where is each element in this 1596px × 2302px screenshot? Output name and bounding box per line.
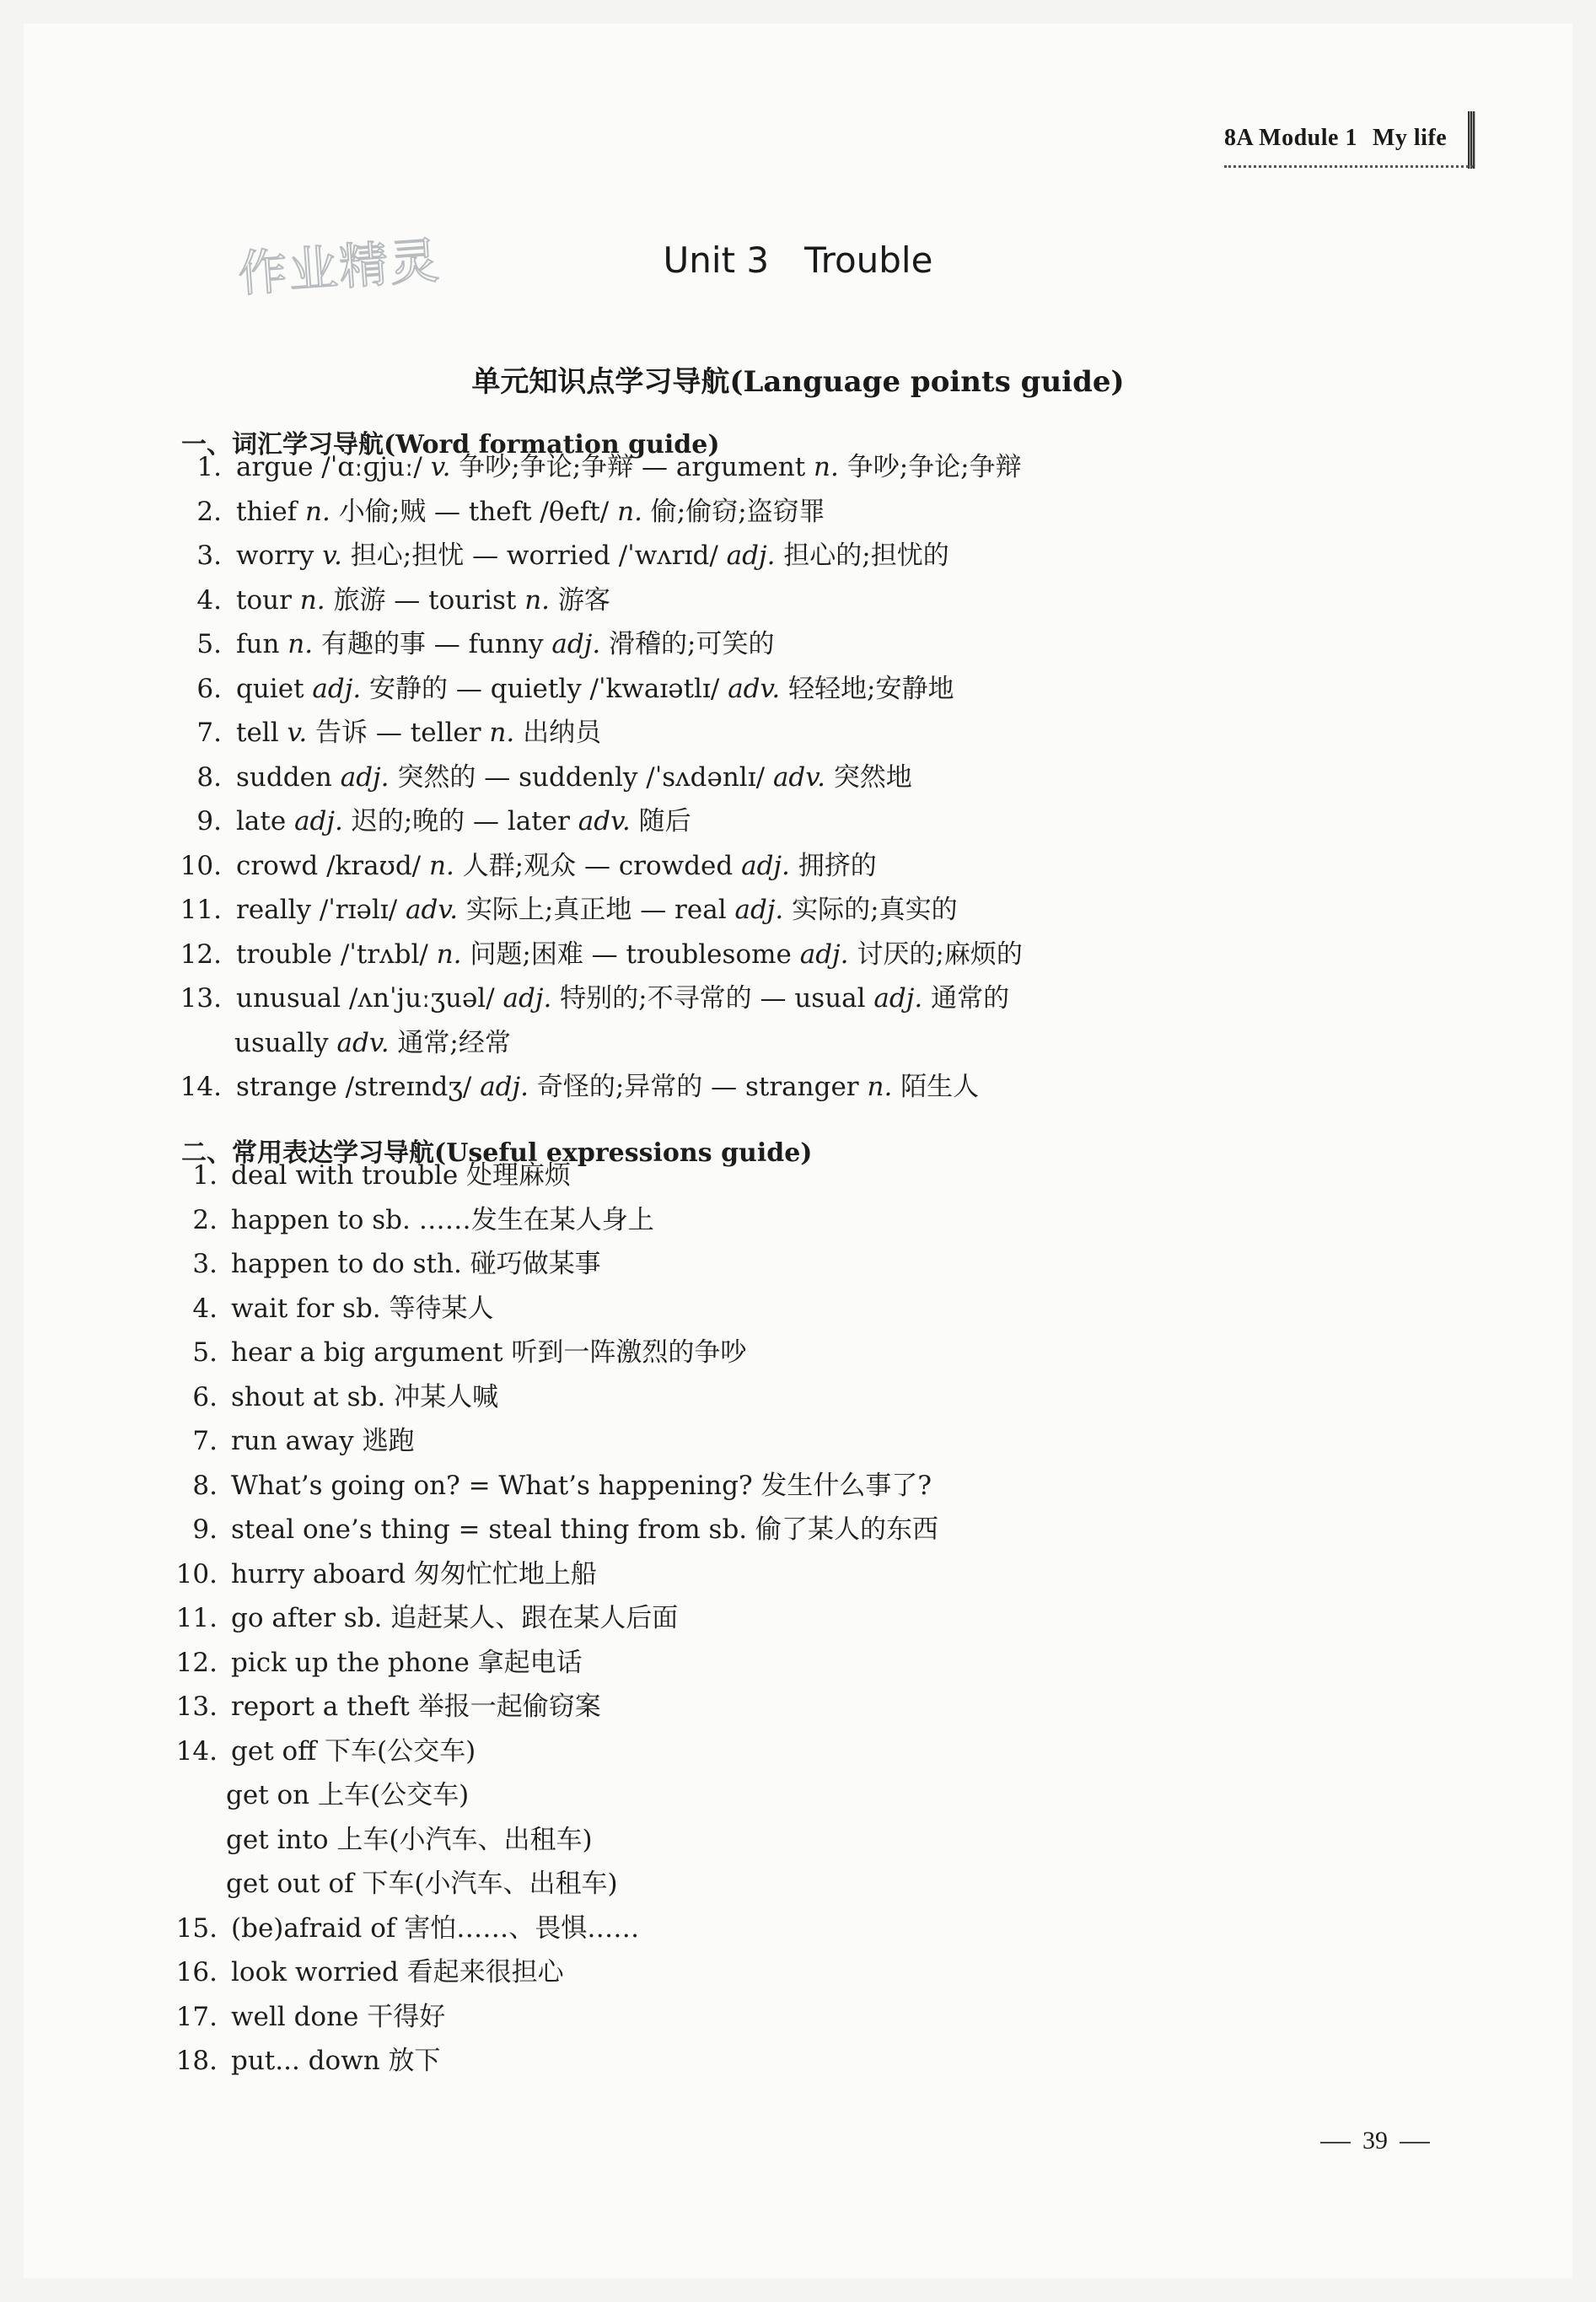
item-text: get into 上车(小汽车、出租车) [226, 1824, 593, 1855]
item-number: 18. [175, 2046, 218, 2076]
header-module: My life [1372, 125, 1448, 151]
item-number: 6. [196, 673, 222, 704]
item-number: 13. [180, 983, 222, 1014]
item-text: unusual /ʌnˈjuːʒuəl/ adj. 特别的;不寻常的 — usual adj. 通常的 [236, 983, 1010, 1014]
item-number: 6. [192, 1381, 218, 1412]
item-text: hear a big argument 听到一阵激烈的争吵 [231, 1337, 747, 1368]
item-text: tour n. 旅游 — tourist n. 游客 [236, 584, 610, 616]
item-text: shout at sb. 冲某人喊 [231, 1381, 499, 1412]
item-text: steal one’s thing = steal thing from sb. 偷了某人的东西 [231, 1514, 939, 1545]
item-number: 5. [192, 1337, 218, 1368]
item-text: wait for sb. 等待某人 [231, 1293, 494, 1324]
item-text: worry v. 担心;担忧 — worried /ˈwʌrɪd/ adj. 担心的;担忧的 [236, 541, 949, 571]
item-number: 10. [175, 1558, 218, 1589]
item-text: quiet adj. 安静的 — quietly /ˈkwaɪətlɪ/ adv. 轻轻地;安静地 [236, 673, 954, 704]
item-text: What’s going on? = What’s happening? 发生什么事了? [231, 1470, 932, 1501]
item-text: happen to do sth. 碰巧做某事 [231, 1249, 601, 1279]
item-number: 4. [192, 1293, 218, 1324]
item-text: get out of 下车(小汽车、出租车) [226, 1869, 618, 1899]
item-text: get on 上车(公交车) [226, 1780, 470, 1810]
item-number: 13. [175, 1692, 218, 1722]
page-number-value: 39 [1362, 2127, 1388, 2154]
item-number: 2. [196, 496, 222, 527]
header-rule [1224, 165, 1473, 168]
item-text: tell v. 告诉 — teller n. 出纳员 [236, 718, 602, 748]
item-text: strange /streɪndʒ/ adj. 奇怪的;异常的 — stranger n. 陌生人 [236, 1072, 980, 1102]
item-text: hurry aboard 匆匆忙忙地上船 [231, 1558, 597, 1589]
item-number: 11. [180, 895, 222, 925]
item-number: 1. [196, 452, 222, 482]
item-number: 10. [180, 850, 222, 881]
running-header [1224, 125, 1447, 152]
item-number: 9. [192, 1514, 218, 1545]
item-text: really /ˈrɪəlɪ/ adv. 实际上;真正地 — real adj. 实际的;真实的 [236, 895, 958, 925]
unit-title [0, 239, 1596, 281]
page-number [1309, 2127, 1442, 2155]
watermark: 作业精灵 [236, 231, 443, 304]
item-number: 2. [192, 1204, 218, 1235]
item-number: 12. [175, 1647, 218, 1678]
item-number: 14. [180, 1072, 222, 1102]
item-number: 9. [196, 806, 222, 836]
item-text: pick up the phone 拿起电话 [231, 1647, 583, 1678]
item-number: 8. [192, 1470, 218, 1501]
item-number: 5. [196, 629, 222, 659]
item-number: 7. [192, 1426, 218, 1456]
header-bar [1468, 111, 1475, 169]
item-text: late adj. 迟的;晚的 — later adv. 随后 [236, 806, 691, 836]
item-text: usually adv. 通常;经常 [234, 1027, 511, 1058]
item-number: 15. [175, 1912, 218, 1944]
item-text: thief n. 小偷;贼 — theft /θeft/ n. 偷;偷窃;盗窃罪 [236, 496, 825, 527]
item-number: 1. [192, 1160, 218, 1191]
item-text: sudden adj. 突然的 — suddenly /ˈsʌdənlɪ/ adv. 突然地 [236, 761, 912, 793]
item-text: look worried 看起来很担心 [231, 1957, 564, 1987]
unit-name: Trouble [804, 239, 933, 281]
section-heading: 二、常用表达学习导航(Useful expressions guide) [181, 1138, 813, 1168]
item-number: 16. [175, 1957, 218, 1987]
item-number: 4. [196, 584, 222, 616]
item-number: 14. [175, 1735, 218, 1767]
item-text: well done 干得好 [231, 2001, 446, 2032]
item-text: happen to sb. ……发生在某人身上 [231, 1204, 654, 1235]
item-text: get off 下车(公交车) [231, 1735, 476, 1767]
item-text: put... down 放下 [231, 2046, 441, 2076]
item-text: go after sb. 追赶某人、跟在某人后面 [231, 1603, 679, 1633]
unit-label: Unit 3 [663, 239, 770, 281]
guide-title: 单元知识点学习导航(Language points guide) [471, 365, 1125, 399]
item-number: 7. [196, 718, 222, 748]
item-text: trouble /ˈtrʌbl/ n. 问题;困难 — troublesome adj. 讨厌的;麻烦的 [236, 939, 1023, 970]
item-text: crowd /kraʊd/ n. 人群;观众 — crowded adj. 拥挤的 [236, 850, 877, 881]
item-number: 3. [192, 1249, 218, 1279]
item-text: report a theft 举报一起偷窃案 [231, 1692, 601, 1722]
item-text: fun n. 有趣的事 — funny adj. 滑稽的;可笑的 [236, 629, 775, 659]
item-text: run away 逃跑 [231, 1426, 415, 1456]
section-heading: 一、词汇学习导航(Word formation guide) [181, 430, 720, 460]
item-number: 3. [196, 541, 222, 571]
item-text: deal with trouble 处理麻烦 [231, 1160, 572, 1191]
header-book: 8A Module 1 [1224, 125, 1357, 151]
item-text: (be)afraid of 害怕……、畏惧…… [231, 1912, 640, 1944]
item-number: 11. [175, 1603, 218, 1633]
item-number: 17. [175, 2001, 218, 2032]
item-number: 8. [196, 761, 222, 793]
item-text: argue /ˈɑːɡjuː/ v. 争吵;争论;争辩 — argument n. 争吵;争论;争辩 [236, 452, 1022, 482]
item-number: 12. [180, 939, 222, 970]
